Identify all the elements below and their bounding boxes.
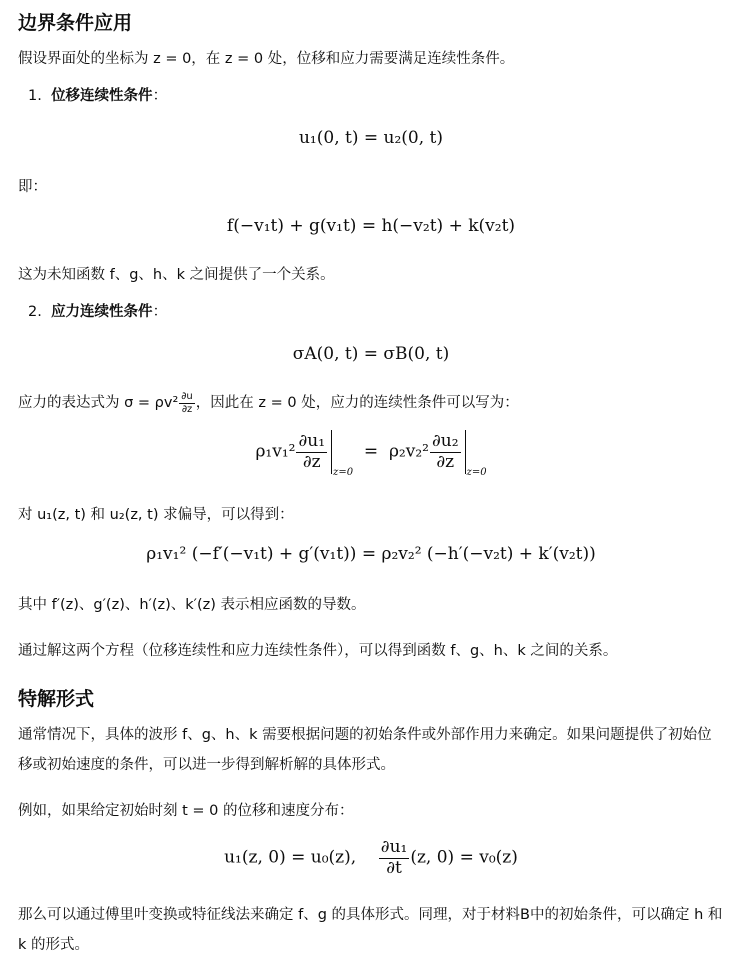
example-paragraph: 例如，如果给定初始时刻 t = 0 的位移和速度分布： <box>18 803 354 819</box>
eq6-fraction <box>379 838 410 878</box>
list-number: 2. <box>28 304 42 320</box>
equation-stress-derivative <box>0 430 742 478</box>
list-colon: ： <box>152 88 168 104</box>
list-item-stress <box>28 300 167 324</box>
stress-text-pre: 应力的表达式为 σ = ρv² <box>18 395 179 411</box>
eq4-left-coef: ρ₁v₁² <box>255 441 296 462</box>
relation-paragraph: 这为未知函数 f、g、h、k 之间提供了一个关系。 <box>18 267 335 283</box>
eq6-right: (z, 0) = v₀(z) <box>410 847 518 868</box>
fraction-denominator: ∂z <box>302 451 321 472</box>
equals-sign: = <box>363 441 379 462</box>
stress-expression-paragraph <box>18 388 726 418</box>
fraction-denominator: ∂z <box>436 451 455 472</box>
fraction-numerator: ∂u₂ <box>431 430 459 451</box>
eq4-fraction-2 <box>430 432 461 472</box>
partial-derivative-paragraph: 对 u₁(z, t) 和 u₂(z, t) 求偏导，可以得到： <box>18 507 294 523</box>
evaluation-subscript: z=0 <box>466 466 487 478</box>
evaluation-bar <box>465 430 466 474</box>
evaluation-subscript: z=0 <box>333 466 354 478</box>
equation-displacement: u₁(0, t) = u₂(0, t) <box>298 128 444 148</box>
fraction-denominator: ∂t <box>386 857 402 878</box>
fraction-numerator: ∂u <box>181 391 193 402</box>
section-heading-boundary-conditions: 边界条件应用 <box>18 12 133 34</box>
equation-displacement-functions: f(−v₁t) + g(v₁t) = h(−v₂t) + k(v₂t) <box>226 216 516 236</box>
derivative-fraction <box>179 391 195 415</box>
ji-text: 即： <box>18 179 47 195</box>
fraction-denominator: ∂z <box>181 403 193 415</box>
list-colon: ： <box>152 304 168 320</box>
equation-initial-conditions <box>0 838 742 878</box>
section-heading-particular-solution: 特解形式 <box>18 688 95 710</box>
eq4-fraction-1 <box>296 432 327 472</box>
list-label: 应力连续性条件 <box>51 304 153 320</box>
derivatives-paragraph: 其中 f′(z)、g′(z)、h′(z)、k′(z) 表示相应函数的导数。 <box>18 597 366 613</box>
fraction-numerator: ∂u₁ <box>298 430 326 451</box>
equation-stress: σA(0, t) = σB(0, t) <box>292 344 450 364</box>
fraction-numerator: ∂u₁ <box>380 837 408 857</box>
list-number: 1. <box>28 88 42 104</box>
equation-stress-expanded: ρ₁v₁² (−f′(−v₁t) + g′(v₁t)) = ρ₂v₂² (−h′(−v₂t) + k′(v₂t)) <box>146 544 596 564</box>
evaluation-bar <box>331 430 332 474</box>
eq6-left: u₁(z, 0) = u₀(z), <box>224 847 357 868</box>
stress-text-post: ，因此在 z = 0 处，应力的连续性条件可以写为： <box>195 395 519 411</box>
eq4-right-coef: ρ₂v₂² <box>388 441 429 462</box>
intro-paragraph: 假设界面处的坐标为 z = 0，在 z = 0 处，位移和应力需要满足连续性条件。 <box>18 51 515 67</box>
list-label: 位移连续性条件 <box>51 88 153 104</box>
list-item-displacement <box>28 84 167 108</box>
particular-paragraph: 通常情况下，具体的波形 f、g、h、k 需要根据问题的初始条件或外部作用力来确定。如果问题提供了初始位移或初始速度的条件，可以进一步得到解析解的具体形式。 <box>18 727 712 773</box>
solve-paragraph: 通过解这两个方程（位移连续性和应力连续性条件），可以得到函数 f、g、h、k 之间的关系。 <box>18 643 618 659</box>
final-paragraph: 那么可以通过傅里叶变换或特征线法来确定 f、g 的具体形式。同理，对于材料B中的初始条件，可以确定 h 和 k 的形式。 <box>18 907 723 953</box>
